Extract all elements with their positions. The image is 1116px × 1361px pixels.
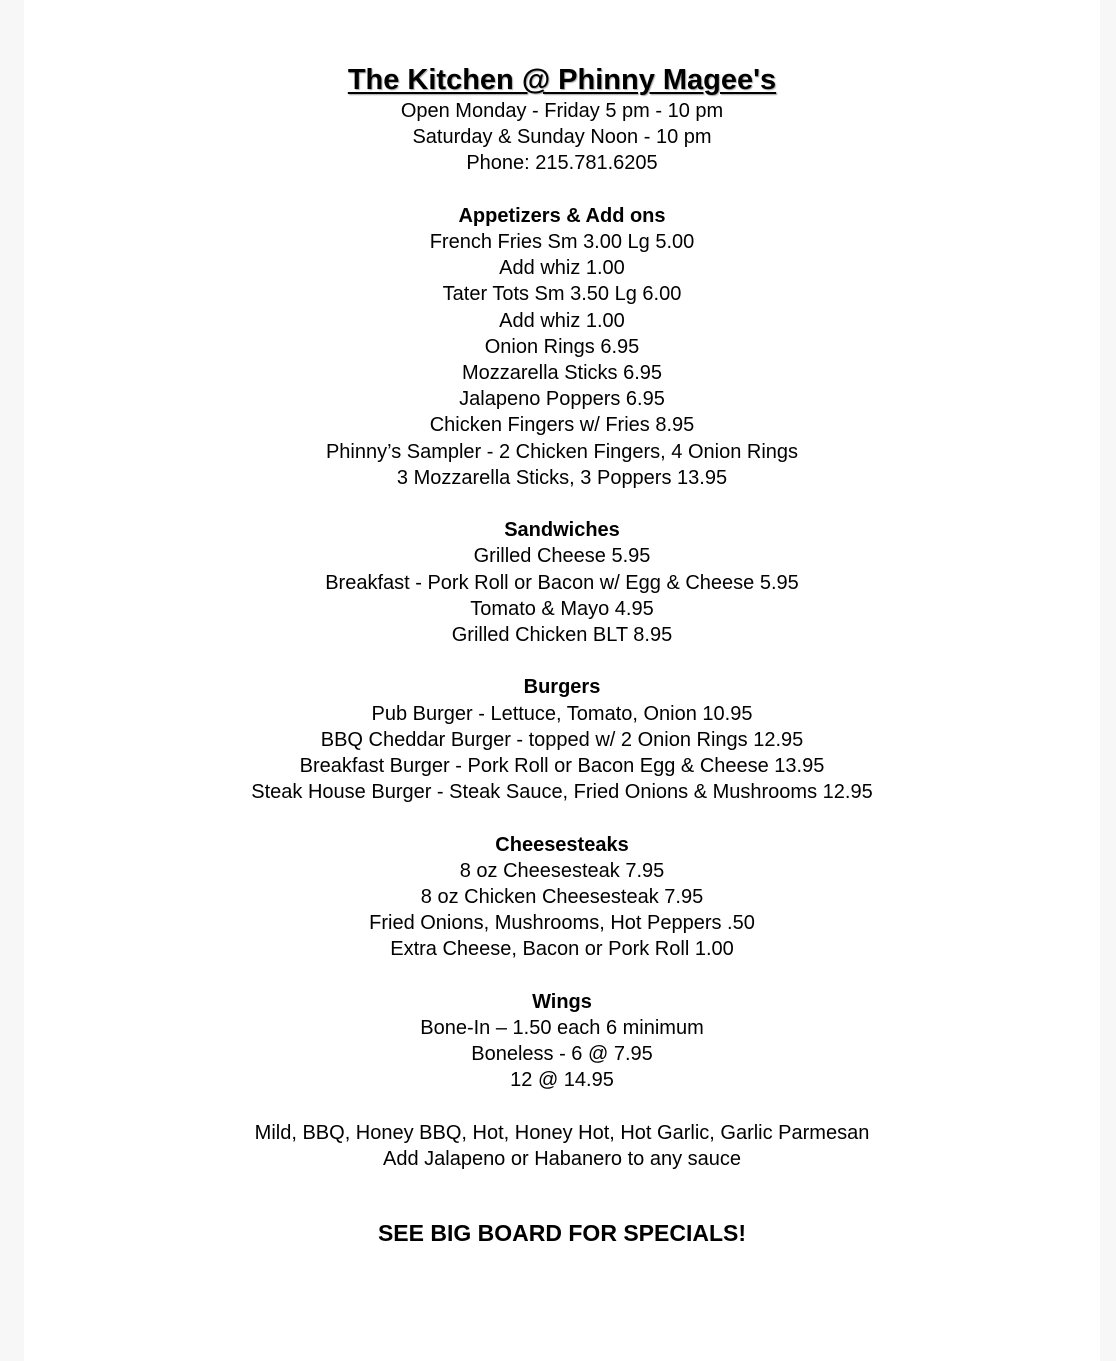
menu-item: 12 @ 14.95 [510, 1069, 614, 1092]
hours-block [24, 98, 1100, 177]
menu-item: Jalapeno Poppers 6.95 [459, 388, 665, 411]
menu-item: Extra Cheese, Bacon or Pork Roll 1.00 [390, 938, 734, 961]
section-cheesesteaks [24, 832, 1100, 963]
menu-item: Grilled Chicken BLT 8.95 [451, 624, 673, 647]
spacer [24, 1172, 1100, 1218]
spacer [24, 963, 1100, 989]
section-heading: Wings [532, 990, 592, 1013]
menu-content [24, 62, 1100, 1248]
menu-item: BBQ Cheddar Burger - topped w/ 2 Onion Rings 12.95 [320, 728, 804, 751]
menu-item: Onion Rings 6.95 [484, 335, 640, 358]
menu-item: Add whiz 1.00 [499, 257, 625, 280]
section-burgers [24, 674, 1100, 805]
sauce-note: Add Jalapeno or Habanero to any sauce [382, 1148, 742, 1171]
menu-item: French Fries Sm 3.00 Lg 5.00 [429, 231, 695, 253]
menu-item: Breakfast Burger - Pork Roll or Bacon Egg & Cheese 13.95 [299, 755, 825, 778]
menu-item: Grilled Cheese 5.95 [473, 545, 651, 568]
specials-banner: SEE BIG BOARD FOR SPECIALS! [377, 1220, 747, 1247]
spacer [24, 805, 1100, 831]
sauces-block [24, 1120, 1100, 1172]
menu-item: Mozzarella Sticks 6.95 [461, 362, 663, 385]
menu-item: Steak House Burger - Steak Sauce, Fried Onions & Mushrooms 12.95 [251, 781, 873, 804]
spacer [24, 491, 1100, 517]
menu-item: Fried Onions, Mushrooms, Hot Peppers .50 [369, 912, 755, 935]
phone-number: Phone: 215.781.6205 [466, 152, 658, 175]
spacer [24, 177, 1100, 203]
spacer [24, 648, 1100, 674]
menu-item: Pub Burger - Lettuce, Tomato, Onion 10.95 [371, 702, 753, 725]
menu-item: 3 Mozzarella Sticks, 3 Poppers 13.95 [396, 466, 728, 489]
hours-weekday: Open Monday - Friday 5 pm - 10 pm [400, 100, 724, 122]
section-heading: Appetizers & Add ons [458, 204, 666, 227]
menu-item: Add whiz 1.00 [499, 309, 625, 332]
menu-item: 8 oz Chicken Cheesesteak 7.95 [420, 886, 704, 909]
spacer [24, 1094, 1100, 1120]
menu-item: Tater Tots Sm 3.50 Lg 6.00 [442, 283, 682, 306]
menu-page [24, 0, 1100, 1361]
menu-item: Bone-In – 1.50 each 6 minimum [420, 1017, 704, 1040]
hours-weekend: Saturday & Sunday Noon - 10 pm [412, 126, 712, 149]
menu-item: Tomato & Mayo 4.95 [470, 597, 654, 620]
section-wings [24, 989, 1100, 1094]
menu-item: Boneless - 6 @ 7.95 [471, 1043, 653, 1066]
menu-item: Chicken Fingers w/ Fries 8.95 [429, 414, 695, 437]
section-heading: Sandwiches [504, 519, 620, 542]
menu-title: The Kitchen @ Phinny Magee's [347, 64, 777, 96]
sauce-list: Mild, BBQ, Honey BBQ, Hot, Honey Hot, Hot Garlic, Garlic Parmesan [254, 1121, 870, 1144]
section-heading: Burgers [523, 676, 601, 699]
section-appetizers [24, 203, 1100, 491]
menu-item: 8 oz Cheesesteak 7.95 [459, 859, 665, 882]
menu-item: Breakfast - Pork Roll or Bacon w/ Egg & Cheese 5.95 [325, 571, 799, 594]
section-sandwiches [24, 517, 1100, 648]
section-heading: Cheesesteaks [495, 833, 629, 856]
menu-item: Phinny’s Sampler - 2 Chicken Fingers, 4 Onion Rings [325, 440, 799, 463]
